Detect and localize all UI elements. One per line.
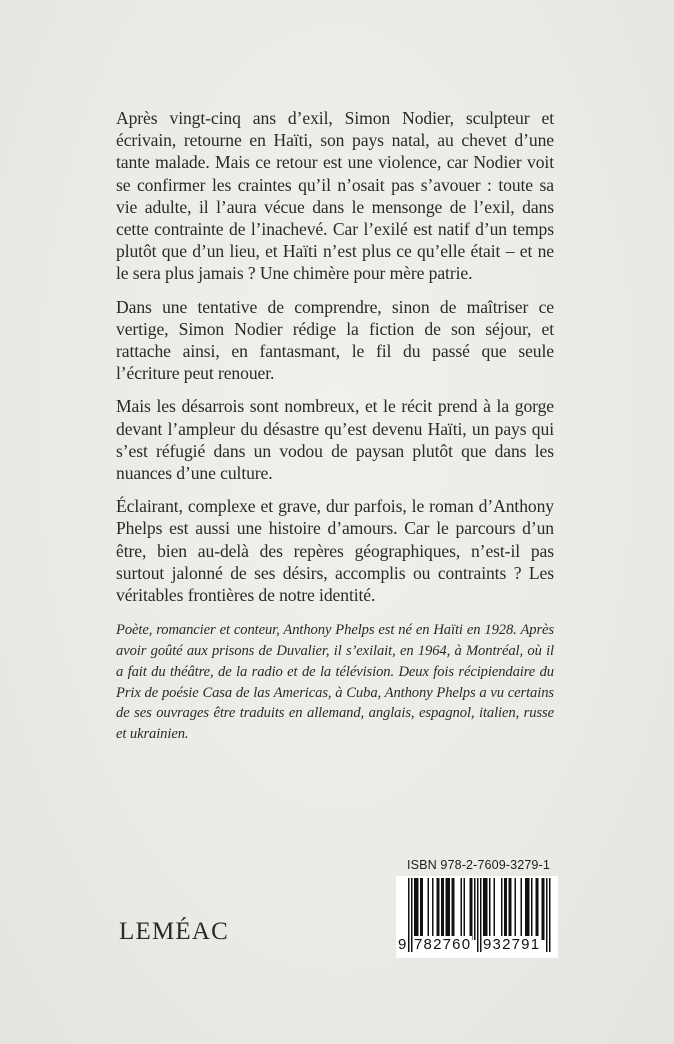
barcode-left-group: 782760 bbox=[414, 936, 472, 953]
barcode-bar bbox=[494, 878, 496, 940]
barcode-bar bbox=[525, 878, 530, 940]
isbn-label: ISBN 978-2-7609-3279-1 bbox=[407, 858, 550, 872]
barcode-bar bbox=[446, 878, 451, 940]
blurb-text bbox=[116, 107, 554, 756]
barcode-bar bbox=[470, 878, 473, 940]
barcode-bar bbox=[536, 878, 539, 940]
barcode-bar bbox=[509, 878, 512, 940]
barcode-first-digit: 9 bbox=[398, 936, 407, 953]
barcode-bar bbox=[441, 878, 444, 940]
barcode-bar bbox=[521, 878, 523, 940]
barcode-bar bbox=[432, 878, 434, 940]
barcode-bar bbox=[452, 878, 455, 940]
barcode-bar bbox=[531, 878, 533, 940]
blurb-paragraph-3: Mais les désarrois sont nombreux, et le récit prend à la gorge devant l’ampleur du désastre qu’est devenu Haïti, un pays qui s’est réfugié dans un vodou de paysan plutôt que dans les nuances d’une culture. bbox=[116, 396, 554, 484]
barcode-bar bbox=[461, 878, 463, 940]
blurb-paragraph-4: Éclairant, complexe et grave, dur parfois, le roman d’Anthony Phelps est aussi une histoire d’amours. Car le parcours d’un être, bien au-delà des repères géographiques, n’est-il pas surtout jalonné de ses désirs, accomplis ou contraints ? Les véritables frontières de notre identité. bbox=[116, 496, 554, 606]
barcode bbox=[396, 876, 558, 958]
barcode-digits bbox=[396, 936, 558, 956]
barcode-bar bbox=[420, 878, 423, 940]
barcode-bar bbox=[515, 878, 517, 940]
barcode-bar bbox=[501, 878, 503, 940]
barcode-bar bbox=[428, 878, 430, 940]
publisher-name: LEMÉAC bbox=[119, 918, 229, 945]
blurb-paragraph-2: Dans une tentative de comprendre, sinon de maîtriser ce vertige, Simon Nodier rédige la fiction de son séjour, et rattache ainsi, en fantasmant, le fil du passé que seule l’écriture peut renouer. bbox=[116, 296, 554, 384]
barcode-right-group: 932791 bbox=[483, 936, 541, 953]
barcode-bar bbox=[542, 878, 545, 940]
barcode-bar bbox=[464, 878, 466, 940]
barcode-bar bbox=[437, 878, 440, 940]
barcode-bar bbox=[489, 878, 491, 940]
barcode-bar bbox=[414, 878, 419, 940]
author-bio: Poète, romancier et conteur, Anthony Phelps est né en Haïti en 1928. Après avoir goûté aux prisons de Duvalier, il s’exilait, en 1964, à Montréal, où il a fait du théâtre, de la radio et de la télévision. Deux fois récipiendaire du Prix de poésie Casa de las Americas, à Cuba, Anthony Phelps a vu certains de ses ouvrages être traduits en allemand, anglais, espagnol, italien, russe et ukrainien. bbox=[116, 622, 554, 743]
isbn-block bbox=[396, 858, 558, 958]
barcode-bar bbox=[504, 878, 507, 940]
barcode-bar bbox=[483, 878, 488, 940]
blurb-paragraph-1: Après vingt-cinq ans d’exil, Simon Nodier, sculpteur et écrivain, retourne en Haïti, son pays natal, au chevet d’une tante malade. Mais ce retour est une violence, car Nodier voit se confirmer les craintes qu’il n’osait pas s’avouer : toute sa vie adulte, il l’aura vécue dans le mensonge de l’exil, dans cette contrainte de l’inachevé. Car l’exilé est natif d’un temps plutôt que d’un lieu, et Haïti n’est plus ce qu’elle était – et ne le sera plus jamais ? Une chimère pour mère patrie. bbox=[116, 108, 554, 284]
barcode-bar bbox=[474, 878, 476, 940]
